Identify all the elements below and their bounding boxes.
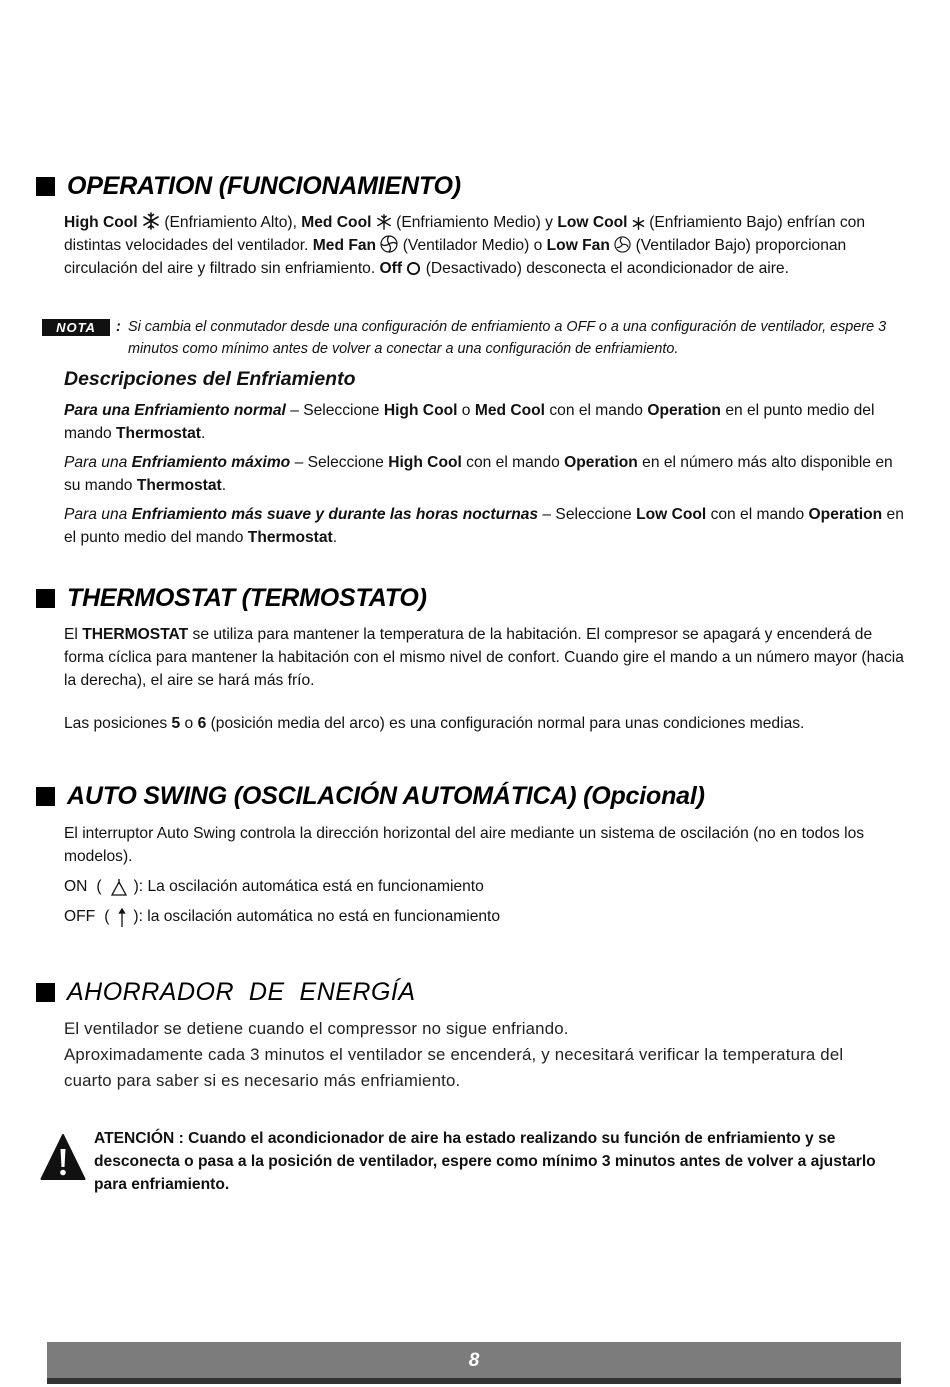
term-high-cool: High Cool [383,402,458,419]
term-med-fan: Med Fan [312,237,377,254]
term-med-cool: Med Cool [474,402,545,419]
text-span: (Desactivado) desconecta el acondicionador de aire. [425,260,789,277]
text-span: . [221,477,227,494]
section-title-operation [36,172,461,201]
energy-saver-line-1: El ventilador se detiene cuando el compressor no sigue enfriando. [64,1019,569,1038]
term-operation: Operation [808,506,883,523]
term-thermostat: Thermostat [247,529,333,546]
text-span: ( [104,907,110,925]
swing-off-label: OFF [64,907,96,925]
swing-on-text: ): La oscilación automática está en funcionamiento [133,878,484,895]
term-high-cool: High Cool [64,214,138,231]
term-thermostat: Thermostat [136,477,222,494]
swing-off-text: ): la oscilación automática no está en funcionamiento [133,907,501,925]
swing-on-line [64,875,484,898]
text-span: . [332,529,338,546]
fan-medium-icon [380,235,398,253]
off-circle-icon [406,261,421,276]
text-span: – Seleccione [542,506,632,523]
text-span: en el número más alto disponible en su mando [64,454,893,494]
text-span: o [184,715,194,732]
snowflake-medium-icon [376,214,392,230]
section-title-text: AHORRADOR DE ENERGÍA [67,978,416,1006]
text-span: Las posiciones [64,715,168,732]
text-span: (posición media del arco) es una configuración normal para unas condiciones medias. [210,715,805,732]
warning-text: ATENCIÓN : Cuando el acondicionador de aire ha estado realizando su función de enfriamiento y se desconecta o pasa a la posición de ventilador, espere como mínimo 3 minutos antes de volver a ajustarlo para enfriamiento. [94,1130,876,1193]
term-off: Off [379,260,403,277]
section-title-energy-saver [36,978,416,1007]
term-high-cool: High Cool [388,454,462,471]
text-span: con el mando [549,402,643,419]
text-span: Para una [64,454,128,471]
section-title-thermostat [36,584,427,613]
position-number: 5 [171,715,181,732]
bullet-square-icon [36,177,55,196]
text-span: con el mando [466,454,560,471]
position-number: 6 [197,715,207,732]
thermostat-paragraph [64,623,904,692]
cooling-maximum-paragraph [64,451,904,497]
energy-saver-line-2: Aproximadamente cada 3 minutos el ventilador se encenderá, y necesitará verificar la temperatura del cuarto para saber si es necesario más enfriamiento. [64,1045,844,1090]
text-span: – Seleccione [290,402,380,419]
swing-on-label: ON [64,878,88,895]
term-thermostat: THERMOSTAT [82,626,189,643]
swing-off-line [64,904,500,928]
cooling-descriptions-heading: Descripciones del Enfriamiento [64,368,356,390]
auto-swing-description: El interruptor Auto Swing controla la dirección horizontal del aire mediante un sistema de oscilación (no en todos los modelos). [64,825,865,865]
text-span: (Enfriamiento Medio) y [396,214,553,231]
text-span: ( [96,878,102,895]
cooling-normal-paragraph [64,399,904,445]
note-text: Si cambia el conmutador desde una configuración de enfriamiento a OFF o a una configuración de ventilador, espere 3 minutos como mínimo antes de volver a conectar a una configuración de enfriamiento. [128,319,887,357]
warning-icon [40,1133,86,1181]
text-span: – Seleccione [294,454,384,471]
swing-on-icon [110,877,128,897]
section-title-text: THERMOSTAT (TERMOSTATO) [67,584,427,612]
term-med-cool: Med Cool [301,214,372,231]
bullet-square-icon [36,787,55,806]
text-span: o [461,402,471,419]
note-block [42,316,912,360]
fan-low-icon [614,236,631,253]
section-title-auto-swing [36,782,705,811]
bullet-square-icon [36,983,55,1002]
text-span: (Ventilador Medio) o [402,237,543,254]
snowflake-small-icon [632,217,645,230]
operation-paragraph [64,211,904,280]
section-title-text: AUTO SWING (OSCILACIÓN AUTOMÁTICA) (Opcional) [67,782,705,810]
term-operation: Operation [564,454,638,471]
text-span: El [64,626,78,643]
swing-off-icon [117,904,127,928]
term-low-fan: Low Fan [546,237,610,254]
cooling-maximum-lead: Enfriamiento máximo [131,454,291,471]
text-span: se utiliza para mantener la temperatura de la habitación. El compresor se apagará y encenderá de forma cíclica para mantener la habitación con el mismo nivel de confort. Cuando gire el mando a un número mayor (hacia la derecha), el aire se hará más frío. [64,626,904,689]
snowflake-large-icon [142,212,160,230]
text-span: . [200,425,206,442]
term-low-cool: Low Cool [636,506,707,523]
section-title-text: OPERATION (FUNCIONAMIENTO) [67,172,461,200]
note-colon: : [116,319,121,335]
cooling-gentle-paragraph [64,503,904,549]
text-span: (Ventilador Bajo) proporcionan circulación del aire y filtrado sin enfriamiento. [64,237,847,277]
text-span: en el punto medio del mando [64,506,904,546]
term-thermostat: Thermostat [116,425,201,442]
term-low-cool: Low Cool [557,214,628,231]
text-span: (Enfriamiento Bajo) enfrían con distintas velocidades del ventilador. [64,214,866,254]
text-span: Para una [64,506,128,523]
text-span: con el mando [710,506,805,523]
thermostat-positions-paragraph [64,712,904,735]
bullet-square-icon [36,589,55,608]
page-number: 8 [468,1350,480,1371]
page-footer-bar [47,1342,901,1384]
text-span: (Enfriamiento Alto), [164,214,297,231]
note-badge: NOTA [42,319,110,336]
cooling-normal-lead: Para una Enfriamiento normal [64,402,286,419]
text-span: en el punto medio del mando [64,402,875,442]
cooling-gentle-lead: Enfriamiento más suave y durante las horas nocturnas [131,506,539,523]
term-operation: Operation [647,402,721,419]
